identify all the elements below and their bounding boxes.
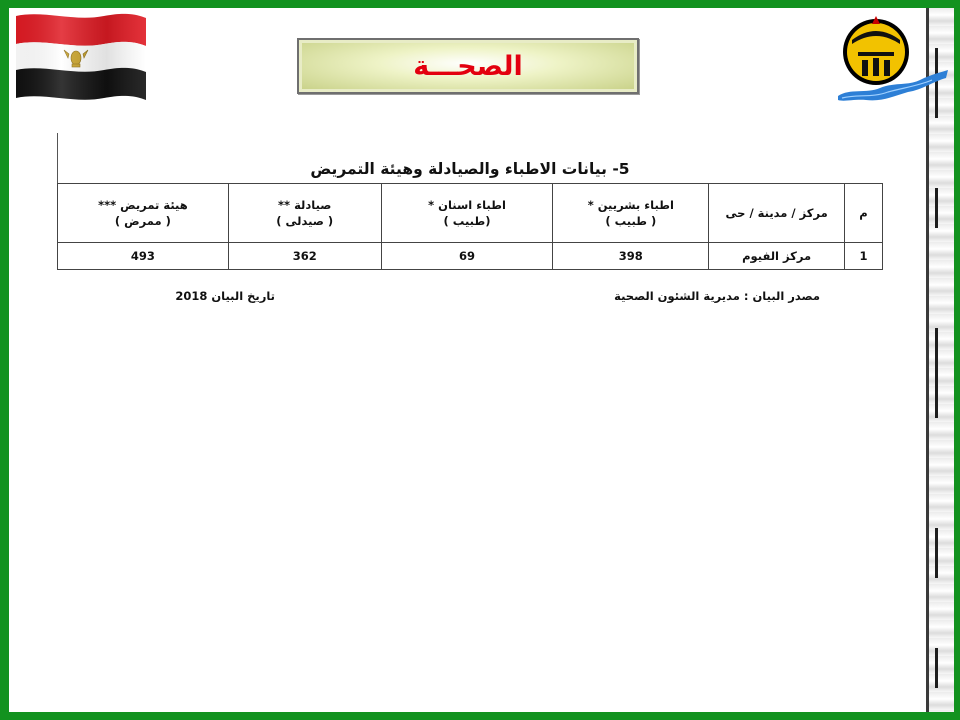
section-title: الصحـــة	[413, 50, 523, 82]
cell-nurses: 493	[58, 243, 229, 270]
column-header-center: مركز / مدينة / حى	[709, 184, 845, 243]
data-date-note: تاريخ البيان 2018	[175, 289, 275, 303]
health-staff-table	[57, 183, 883, 270]
cell-physicians: 398	[553, 243, 709, 270]
cell-number: 1	[845, 243, 883, 270]
column-header-pharmacists: صيادلة ** ( صيدلى )	[228, 184, 381, 243]
cell-dentists: 69	[381, 243, 553, 270]
column-header-dentists: اطباء اسنان * (طبيب )	[381, 184, 553, 243]
cell-center: مركز الفيوم	[709, 243, 845, 270]
table-row	[58, 243, 883, 270]
fayoum-governorate-logo-icon	[832, 10, 950, 110]
frame-top-border	[0, 0, 960, 8]
frame-bottom-border	[0, 712, 960, 720]
column-header-physicians: اطباء بشريين * ( طبيب )	[553, 184, 709, 243]
column-header-number: م	[845, 184, 883, 243]
column-header-nurses: هيئة تمريض *** ( ممرض )	[58, 184, 229, 243]
cell-pharmacists: 362	[228, 243, 381, 270]
section-title-box	[297, 38, 639, 94]
decorative-side-strip	[926, 8, 954, 712]
table-header-row	[58, 184, 883, 243]
table-title: 5- بيانات الاطباء والصيادلة وهيئة التمريض	[310, 160, 630, 178]
egypt-flag-icon	[14, 10, 148, 104]
data-source-note: مصدر البيان : مديرية الشئون الصحية	[614, 289, 820, 303]
frame-left-border	[0, 0, 9, 720]
